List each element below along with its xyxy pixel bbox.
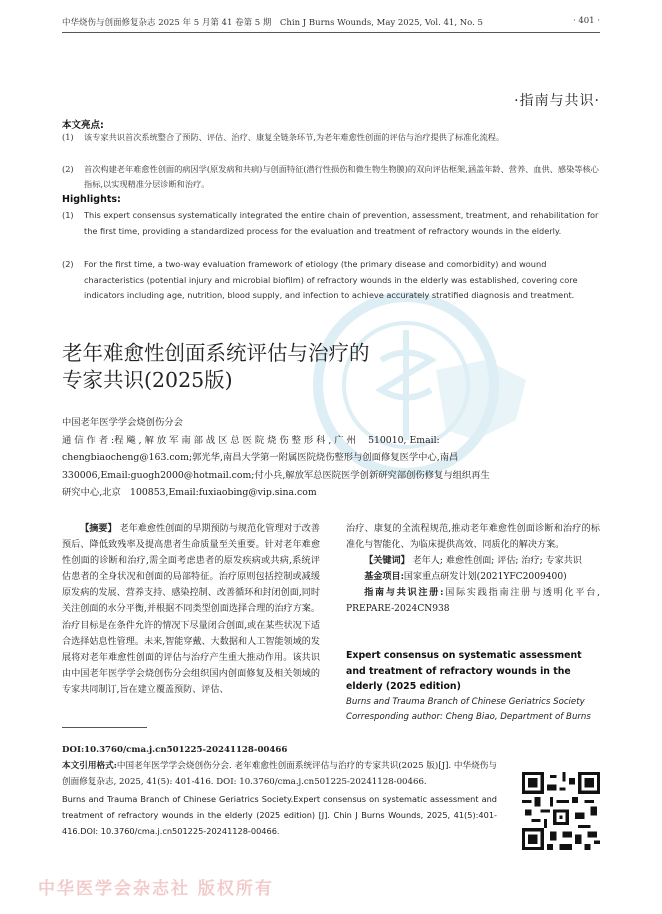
author-block [62, 414, 492, 502]
footnote-rule [62, 727, 147, 728]
fund [346, 569, 600, 585]
item-text: For the first time, a two-way evaluation framework of etiology (the primary disease and comorbidity) and wound characteristics (potential injury and microbial biofilm) of refractory wounds in the elderly was established, covering core indicators including age, nutrition, blood supply, and infection to achieve accurately stratified diagnosis and treatment. [84, 259, 578, 300]
section-tag: ·指南与共识· [514, 93, 600, 109]
keywords [346, 553, 600, 569]
page-number: · 401 · [572, 16, 600, 26]
english-corr: Corresponding author: Cheng Biao, Department of Burns [346, 712, 591, 722]
english-org: Burns and Trauma Branch of Chinese Geriatrics Society [346, 696, 585, 707]
fund-label: 基金项目: [364, 571, 404, 583]
item-text: 首次构建老年难愈性创面的病因学(原发病和共病)与创面特征(潜行性损伤和微生物生物膜)的双向评估框架,涵盖年龄、营养、血供、感染等核心指标,以实现精准分层诊断和治疗。 [84, 164, 599, 189]
cite-cn [62, 758, 497, 790]
fund-text: 国家重点研发计划(2021YFC2009400) [403, 572, 567, 583]
cite-cn-text: 中国老年医学学会烧创伤分会. 老年难愈性创面系统评估与治疗的专家共识(2025 版)[J]. 中华烧伤与创面修复杂志, 2025, 41(5): 401-416. DOI: 10.3760/cma.j.cn501225-20241128-00466. [62, 761, 497, 788]
cite-en: Burns and Trauma Branch of Chinese Geriatrics Society.Expert consensus on systematic assessment and treatment of refractory wounds in the elderly (2025 edition) [J]. Chin J Burns Wounds, 2025, 41(5):401-416.DOI: 10.3760/cma.j.cn501225-20241128-00466. [62, 793, 497, 837]
highlight-en-item [62, 208, 600, 239]
english-title: Expert consensus on systematic assessment and treatment of refractory wounds in the elderly (2025 edition) [346, 650, 582, 692]
item-text: 该专家共识首次系统整合了预防、评估、治疗、康复全链条环节,为老年难愈性创面的评估与治疗提供了标准化流程。 [84, 132, 505, 142]
abstract-left-column [62, 521, 320, 698]
keywords-label: 【关键词】 [364, 555, 410, 567]
running-header: 中华烧伤与创面修复杂志 2025 年 5 月第 41 卷第 5 期 Chin J Burns Wounds, May 2025, Vol. 41, No. 5 [62, 18, 483, 28]
qr-code[interactable] [522, 772, 600, 850]
highlight-en-item [62, 257, 600, 304]
header-rule [62, 32, 600, 33]
registration [346, 585, 600, 617]
keywords-text: 老年人; 难愈性创面; 评估; 治疗; 专家共识 [412, 556, 582, 567]
abstract-label: 【摘要】 [80, 523, 117, 534]
highlights-cn-label: 本文亮点: [62, 120, 104, 131]
abstract-right-column [346, 521, 600, 618]
item-number: (2) [62, 259, 74, 269]
item-text: This expert consensus systematically integrated the entire chain of prevention, assessment, treatment, and rehabilitation for the first time, providing a standardized process for the evaluation and treatment of refractory wounds in the elderly. [84, 210, 599, 236]
title-line: 专家共识(2025版) [62, 368, 233, 392]
highlight-cn-item [62, 130, 600, 145]
abstract-continuation: 治疗、康复的全流程规范,推动老年难愈性创面诊断和治疗的标准化与智能化、为临床提供高效、同质化的解决方案。 [346, 524, 600, 551]
title-line: 老年难愈性创面系统评估与治疗的 [62, 341, 370, 365]
item-number: (1) [62, 210, 74, 220]
doi: DOI:10.3760/cma.j.cn501225-20241128-00466 [62, 745, 288, 755]
article-title [62, 340, 522, 394]
citation-block [62, 742, 497, 839]
item-number: (1) [62, 132, 74, 142]
english-title-block [346, 648, 600, 726]
highlights-en-label: Highlights: [62, 194, 121, 205]
highlight-cn-item [62, 162, 600, 192]
registration-text: 国际实践指南注册与透明化平台, PREPARE-2024CN938 [346, 588, 600, 615]
registration-label: 指南与共识注册: [364, 587, 444, 599]
corr-text: 程 飚 , 解 放 军 南 部 战 区 总 医 院 烧 伤 整 形 科 , 广 州 510010, Email: chengbiaocheng@163.com;郭光华,南昌大学第一附属医院烧伤整形与创面修复医学中心,南昌 330006,Email:guogh2000@hotmail.com;付小兵,解放军总医院医学创新研究部创伤修复与组织再生研究中心,北京 100853,Email:fuxiaobing@vip.sina.com [62, 434, 490, 498]
item-number: (2) [62, 164, 74, 174]
corresponding-authors [62, 432, 492, 502]
author-org: 中国老年医学学会烧创伤分会 [62, 417, 183, 428]
abstract-text: 老年难愈性创面的早期预防与规范化管理对于改善预后、降低致残率及提高患者生命质量至关重要。针对老年难愈性创面的诊断和治疗,需全面考虑患者的原发疾病或共病,系统评估患者的全身状况和创面的局部特征。治疗原则包括控制或减缓原发病的发展、营养支持、感染控制、改善循环和封闭创面,同时关注创面的水分平衡,并根据不同类型创面选择合理的治疗方案。治疗目标是在条件允许的情况下尽量闭合创面,或在某些状况下适合选择姑息性管理。未来,智能穿戴、大数据和人工智能领域的发展将对老年难愈性创面的评估与治疗产生重大推动作用。该共识由中国老年医学学会烧创伤分会组织国内创面修复及相关领域的专家共同制订,旨在建立覆盖预防、评估、 [62, 524, 320, 695]
cite-label: 本文引用格式: [62, 761, 117, 772]
corr-label: 通 信 作 者 : [62, 434, 115, 446]
publisher-logo: 中华医学会杂志社 版权所有 [38, 879, 274, 899]
